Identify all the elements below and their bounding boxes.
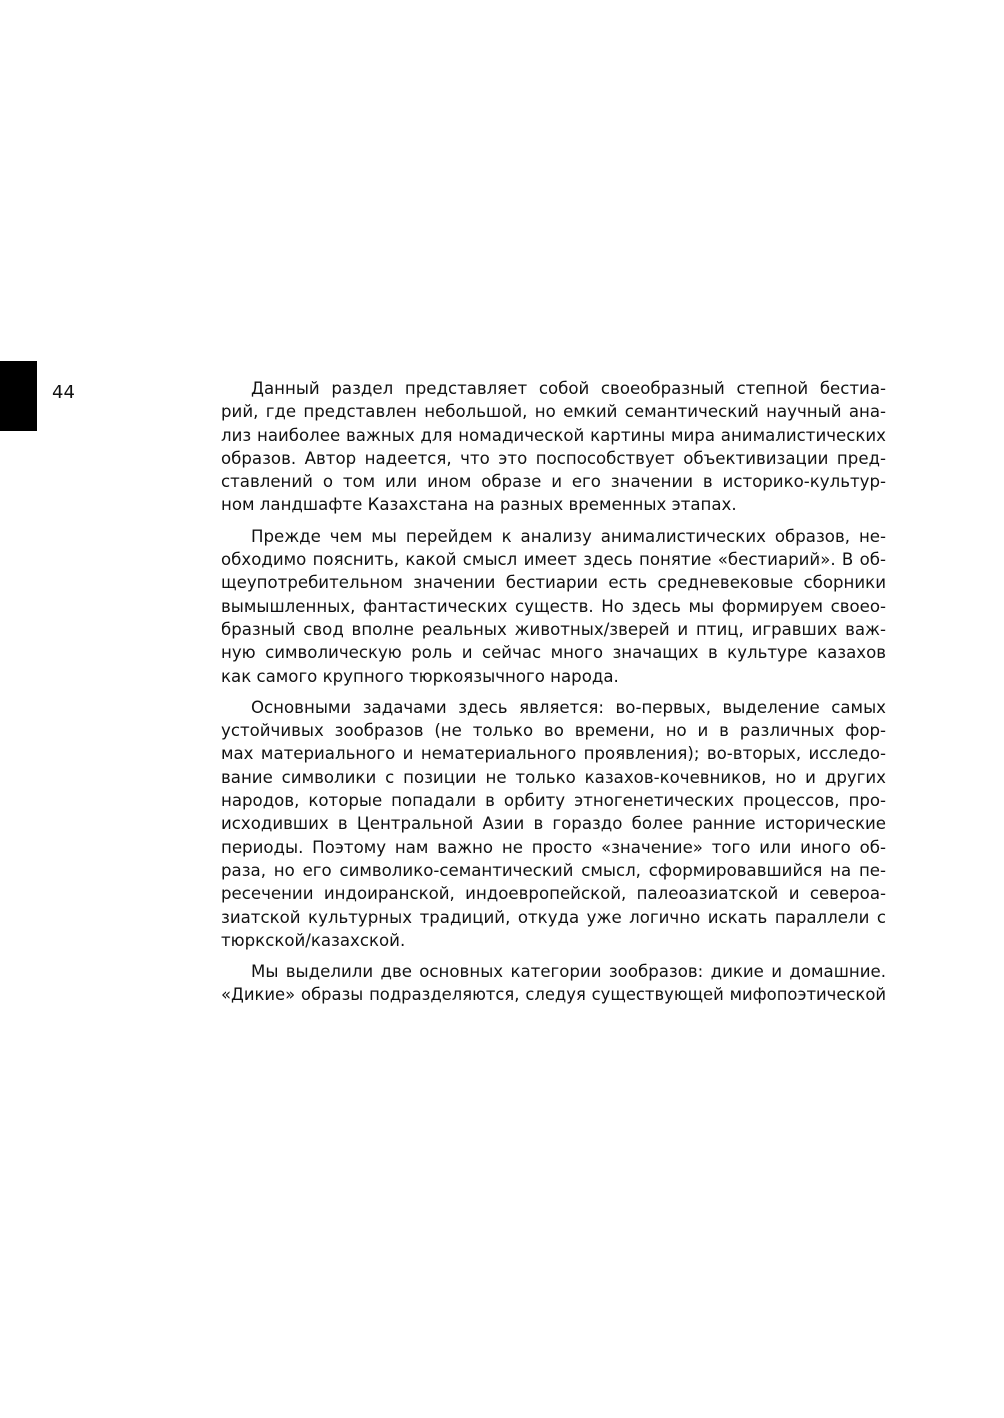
text-line: раза, но его символико-семантический смысл, сформировавшийся на пе- (221, 860, 886, 880)
text-line: ном ландшафте Казахстана на разных временных этапах. (221, 495, 737, 515)
text-line: исходивших в Центральной Азии в гораздо более ранние исторические (221, 814, 886, 834)
text-line: зиатской культурных традиций, откуда уже логично искать параллели с (221, 907, 886, 927)
body-text (221, 377, 886, 1015)
text-line: бразный свод вполне реальных животных/зверей и птиц, игравших важ- (221, 619, 886, 639)
text-line: вание символики с позиции не только казахов-кочевников, но и других (221, 767, 886, 787)
text-line: ресечении индоиранской, индоевропейской, палеоазиатской и североа- (221, 884, 886, 904)
text-line: вымышленных, фантастических существ. Но здесь мы формируем своео- (221, 596, 886, 616)
text-line: щеупотребительном значении бестиарии есть средневековые сборники (221, 573, 886, 593)
paragraph (221, 960, 886, 1007)
text-line: образов. Автор надеется, что это поспособствует объективизации пред- (221, 448, 886, 468)
page-number: 44 (52, 382, 75, 403)
text-line: «Дикие» образы подразделяются, следуя существующей мифопоэтической (221, 985, 886, 1005)
text-line: тюркской/казахской. (221, 930, 406, 950)
paragraph (221, 525, 886, 688)
text-line: ную символическую роль и сейчас много значащих в культуре казахов (221, 643, 886, 663)
text-line: периоды. Поэтому нам важно не просто «значение» того или иного об- (221, 837, 886, 857)
text-line: народов, которые попадали в орбиту этногенетических процессов, про- (221, 791, 886, 811)
paragraph (221, 696, 886, 952)
text-line: обходимо пояснить, какой смысл имеет здесь понятие «бестиарий». В об- (221, 550, 886, 570)
text-line: Основными задачами здесь является: во-первых, выделение самых (251, 697, 886, 717)
page-edge-tab (0, 361, 37, 431)
text-line: мах материального и нематериального проявления); во-вторых, исследо- (221, 744, 886, 764)
text-line: устойчивых зообразов (не только во времени, но и в различных фор- (221, 721, 886, 741)
text-line: Данный раздел представляет собой своеобразный степной бестиа- (251, 379, 886, 398)
paragraph (221, 377, 886, 517)
text-line: как самого крупного тюркоязычного народа. (221, 666, 619, 686)
text-line: ставлений о том или ином образе и его значении в историко-культур- (221, 472, 886, 492)
text-line: лиз наиболее важных для номадической картины мира анималистических (221, 425, 886, 445)
text-line: рий, где представлен небольшой, но емкий семантический научный ана- (221, 402, 886, 422)
text-line: Мы выделили две основных категории зообразов: дикие и домашние. (251, 962, 886, 982)
text-line: Прежде чем мы перейдем к анализу анималистических образов, не- (251, 526, 886, 546)
